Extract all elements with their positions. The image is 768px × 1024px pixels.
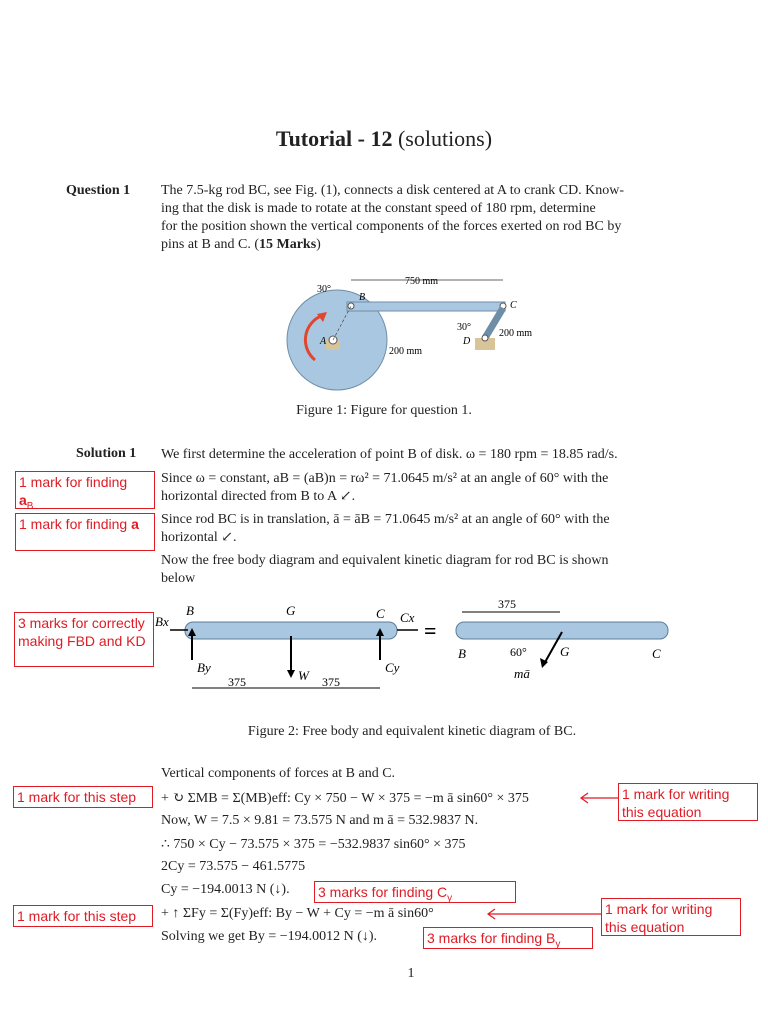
label-g-kd: G: [560, 644, 570, 659]
figure-1-caption: Figure 1: Figure for question 1.: [296, 403, 472, 418]
arrow-annotation-1-icon: [578, 790, 620, 806]
label-b: B: [186, 603, 194, 618]
dim-375-c: 375: [498, 597, 516, 611]
solution-line-2: Since ω = constant, aB = (aB)n = rω² = 71.0645 m/s² at an angle of 60° with the: [161, 471, 609, 486]
annotation-mark-a: 1 mark for finding a: [15, 513, 155, 551]
solution-line-6: Now the free body diagram and equivalent kinetic diagram for rod BC is shown: [161, 553, 609, 568]
question-line: The 7.5-kg rod BC, see Fig. (1), connects a disk centered at A to crank CD. Know-: [161, 183, 625, 198]
annotation-mark-fbd: 3 marks for correctly making FBD and KD: [14, 612, 154, 667]
kd-rod: [456, 622, 668, 639]
solution-line-4: Since rod BC is in translation, ā = āB = 71.0645 m/s² at an angle of 60° with the: [161, 512, 610, 527]
dim-375-b: 375: [322, 675, 340, 689]
eq-substitute: ∴ 750 × Cy − 73.575 × 375 = −532.9837 sin60° × 375: [161, 837, 466, 852]
arrow-annotation-2-icon: [485, 906, 603, 922]
label-60: 60°: [510, 645, 527, 659]
label-bx: Bx: [155, 614, 169, 629]
annotation-mark-ab: 1 mark for finding $a_B$: [15, 471, 155, 509]
angle-label-30a: 30°: [317, 284, 331, 295]
rod-bc: [347, 302, 505, 311]
label-c: C: [376, 606, 385, 621]
point-label-d: D: [463, 336, 471, 347]
angle-label-30b: 30°: [457, 322, 471, 333]
solution-line-7: below: [161, 571, 196, 586]
label-cy: Cy: [385, 660, 400, 675]
solution-line-5: horizontal ↙.: [161, 530, 237, 545]
dim-label-200b: 200 mm: [389, 346, 423, 357]
label-by: By: [197, 660, 211, 675]
eq-by-result: Solving we get By = −194.0012 N (↓).: [161, 929, 378, 944]
question-line: pins at B and C. (15 Marks): [161, 237, 321, 252]
label-g: G: [286, 603, 296, 618]
annotation-mark-cy: 3 marks for finding $C_y$: [314, 881, 516, 903]
point-label-c: C: [510, 300, 517, 311]
eq-simplify: 2Cy = 73.575 − 461.5775: [161, 859, 306, 874]
pin-d: [482, 335, 488, 341]
point-label-a: A: [320, 336, 327, 347]
solution-label: Solution 1: [76, 446, 137, 461]
annotation-mark-equation-2: 1 mark for writing this equation: [601, 898, 741, 936]
question-line: for the position shown the vertical components of the forces exerted on rod BC by: [161, 219, 622, 234]
question-text: [161, 182, 701, 254]
eq-weight: Now, W = 7.5 × 9.81 = 73.575 N and m ā = 532.9837 N.: [161, 813, 479, 828]
equals-sign: =: [424, 618, 437, 643]
question-label: Question 1: [66, 183, 131, 198]
page-title: Tutorial - 12 (solutions): [275, 126, 493, 151]
figure-2: [150, 596, 690, 696]
eq-intro: Vertical components of forces at B and C.: [161, 766, 396, 781]
label-w: W: [298, 668, 309, 683]
figure-1: [285, 268, 555, 398]
question-marks: 15 Marks: [259, 237, 317, 252]
arrowhead-w-icon: [287, 670, 295, 678]
point-label-b: B: [359, 292, 366, 303]
annotation-mark-step-1: 1 mark for this step: [13, 786, 153, 808]
eq-force-sum: + ↑ ΣFy = Σ(Fy)eff: By − W + Cy = −m ā sin60°: [161, 906, 434, 921]
solution-line-1: We first determine the acceleration of point B of disk. ω = 180 rpm = 18.85 rad/s.: [161, 447, 618, 462]
dim-label-750: 750 mm: [405, 276, 439, 287]
annotation-mark-by: 3 marks for finding $B_y$: [423, 927, 593, 949]
label-b-kd: B: [458, 646, 466, 661]
page-number: 1: [407, 966, 415, 981]
label-c-kd: C: [652, 646, 661, 661]
eq-moment: + ↻ ΣMB = Σ(MB)eff: Cy × 750 − W × 375 = −m ā sin60° × 375: [161, 791, 529, 806]
question-line: ing that the disk is made to rotate at the constant speed of 180 rpm, determine: [161, 201, 596, 216]
annotation-mark-step-2: 1 mark for this step: [13, 905, 153, 927]
dim-375-a: 375: [228, 675, 246, 689]
eq-cy-result: Cy = −194.0013 N (↓).: [161, 882, 290, 897]
annotation-mark-equation-1: 1 mark for writing this equation: [618, 783, 758, 821]
figure-2-caption: Figure 2: Free body and equivalent kinetic diagram of BC.: [247, 724, 577, 739]
dim-label-200a: 200 mm: [499, 328, 533, 339]
label-cx: Cx: [400, 610, 415, 625]
solution-line-3: horizontal directed from B to A ↙.: [161, 489, 356, 504]
label-ma: mā: [514, 666, 530, 681]
